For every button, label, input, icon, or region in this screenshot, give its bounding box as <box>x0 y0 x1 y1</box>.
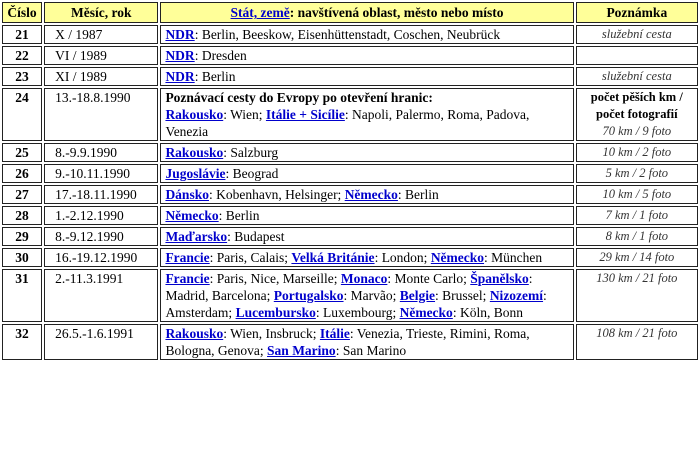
section-heading: Poznávací cesty do Evropy po otevření hranic: <box>165 90 433 105</box>
place-list: : Budapest <box>227 229 285 244</box>
place-list: : Amsterdam; <box>165 288 547 320</box>
row-places <box>160 25 573 44</box>
place-list: : Wien, Insbruck; <box>223 326 320 341</box>
place-list: : San Marino <box>335 343 407 358</box>
table-body <box>2 25 698 360</box>
place-list: : Berlin <box>194 69 236 84</box>
header-country-place <box>160 2 573 23</box>
row-note <box>576 248 698 267</box>
country-name: Jugoslávie <box>165 166 226 181</box>
note-text: 10 km / 2 foto <box>602 145 672 159</box>
row-places <box>160 248 573 267</box>
country-name: Itálie <box>319 326 350 341</box>
row-number: 26 <box>2 164 42 183</box>
place-list: : Paris, Nice, Marseille; <box>209 271 341 286</box>
row-places <box>160 143 573 162</box>
row-date: 9.-10.11.1990 <box>44 164 158 183</box>
header-row <box>2 2 698 23</box>
header-month-year: Měsíc, rok <box>44 2 158 23</box>
row-number: 28 <box>2 206 42 225</box>
place-list: : Kobenhavn, Helsinger; <box>208 187 345 202</box>
row-date: XI / 1989 <box>44 67 158 86</box>
row-places <box>160 324 573 360</box>
row-note <box>576 25 698 44</box>
row-note <box>576 143 698 162</box>
country-name: Belgie <box>399 288 436 303</box>
row-date: VI / 1989 <box>44 46 158 65</box>
table-row <box>2 88 698 141</box>
note-text: 130 km / 21 foto <box>596 271 678 285</box>
place-list: : Berlin, Beeskow, Eisenhüttenstadt, Coschen, Neubrück <box>194 27 501 42</box>
place-list: : Berlin <box>218 208 260 223</box>
place-list: : Dresden <box>194 48 247 63</box>
note-text: 10 km / 5 foto <box>602 187 672 201</box>
row-places <box>160 67 573 86</box>
row-number: 30 <box>2 248 42 267</box>
row-note <box>576 324 698 360</box>
row-note <box>576 185 698 204</box>
row-number: 32 <box>2 324 42 360</box>
note-text: 70 km / 9 foto <box>602 124 672 138</box>
row-date: 2.-11.3.1991 <box>44 269 158 322</box>
row-date: 8.-9.12.1990 <box>44 227 158 246</box>
row-number: 27 <box>2 185 42 204</box>
row-date: 13.-18.8.1990 <box>44 88 158 141</box>
country-name: Velká Británie <box>291 250 375 265</box>
row-number: 24 <box>2 88 42 141</box>
note-text: služební cesta <box>601 69 672 83</box>
table-row <box>2 248 698 267</box>
note-text: 8 km / 1 foto <box>605 229 669 243</box>
note-text: 5 km / 2 foto <box>605 166 669 180</box>
row-date: X / 1987 <box>44 25 158 44</box>
place-list: : Napoli, Palermo, Roma, Padova, Venezia <box>165 107 530 139</box>
header-number: Číslo <box>2 2 42 23</box>
country-name: Německo <box>344 187 398 202</box>
table-row <box>2 269 698 322</box>
country-name: NDR <box>165 48 195 63</box>
place-list: : Paris, Calais; <box>209 250 292 265</box>
row-number: 29 <box>2 227 42 246</box>
row-note <box>576 88 698 141</box>
country-name: NDR <box>165 69 195 84</box>
country-name: Španělsko <box>470 271 529 286</box>
row-places <box>160 269 573 322</box>
row-number: 31 <box>2 269 42 322</box>
row-number: 21 <box>2 25 42 44</box>
note-text: 29 km / 14 foto <box>599 250 675 264</box>
table-row <box>2 25 698 44</box>
table-row <box>2 143 698 162</box>
row-date: 26.5.-1.6.1991 <box>44 324 158 360</box>
row-number: 22 <box>2 46 42 65</box>
row-note <box>576 269 698 322</box>
row-date: 17.-18.11.1990 <box>44 185 158 204</box>
row-places <box>160 185 573 204</box>
header-country-label: Stát, země <box>230 5 290 20</box>
country-name: Rakousko <box>165 107 224 122</box>
row-places <box>160 46 573 65</box>
place-list: : Luxembourg; <box>315 305 400 320</box>
place-list: : München <box>484 250 543 265</box>
country-name: Portugalsko <box>273 288 344 303</box>
country-name: Maďarsko <box>165 229 228 244</box>
header-place-label: : navštívená oblast, město nebo místo <box>289 5 504 20</box>
country-name: Rakousko <box>165 145 224 160</box>
table-row <box>2 227 698 246</box>
row-places <box>160 227 573 246</box>
row-places <box>160 164 573 183</box>
row-number: 25 <box>2 143 42 162</box>
row-note <box>576 164 698 183</box>
place-list: : Berlin <box>397 187 439 202</box>
country-name: Německo <box>430 250 485 265</box>
note-text: služební cesta <box>601 27 672 41</box>
country-name: Francie <box>165 250 210 265</box>
place-list: : Wien; <box>223 107 266 122</box>
country-name: Itálie + Sicílie <box>265 107 345 122</box>
country-name: Německo <box>165 208 219 223</box>
table-row <box>2 164 698 183</box>
place-list: : Brussel; <box>435 288 490 303</box>
country-name: Nizozemí <box>489 288 544 303</box>
country-name: Rakousko <box>165 326 224 341</box>
row-date: 1.-2.12.1990 <box>44 206 158 225</box>
place-list: : Salzburg <box>223 145 279 160</box>
header-note: Poznámka <box>576 2 698 23</box>
place-list: : Marvão; <box>343 288 400 303</box>
country-name: Lucembursko <box>235 305 316 320</box>
row-note <box>576 46 698 65</box>
note-text: 108 km / 21 foto <box>596 326 678 340</box>
row-date: 16.-19.12.1990 <box>44 248 158 267</box>
table-row <box>2 206 698 225</box>
row-places <box>160 206 573 225</box>
table-row <box>2 324 698 360</box>
place-list: : Venezia, Trieste, Rimini, Roma, Bologna, Genova; <box>165 326 530 358</box>
place-list: : Beograd <box>225 166 279 181</box>
row-note <box>576 67 698 86</box>
row-note <box>576 206 698 225</box>
country-name: Německo <box>399 305 453 320</box>
country-name: Monaco <box>340 271 388 286</box>
note-text: 7 km / 1 foto <box>605 208 669 222</box>
table-row <box>2 67 698 86</box>
row-places <box>160 88 573 141</box>
place-list: : Madrid, Barcelona; <box>165 271 533 303</box>
place-list: : London; <box>374 250 431 265</box>
country-name: NDR <box>165 27 195 42</box>
row-date: 8.-9.9.1990 <box>44 143 158 162</box>
row-number: 23 <box>2 67 42 86</box>
country-name: San Marino <box>267 343 336 358</box>
row-note <box>576 227 698 246</box>
place-list: : Monte Carlo; <box>387 271 471 286</box>
country-name: Dánsko <box>165 187 209 202</box>
table-row <box>2 46 698 65</box>
place-list: : Köln, Bonn <box>452 305 523 320</box>
table-row <box>2 185 698 204</box>
country-name: Francie <box>165 271 210 286</box>
note-heading: počet pěších km / počet fotografií <box>590 90 683 121</box>
